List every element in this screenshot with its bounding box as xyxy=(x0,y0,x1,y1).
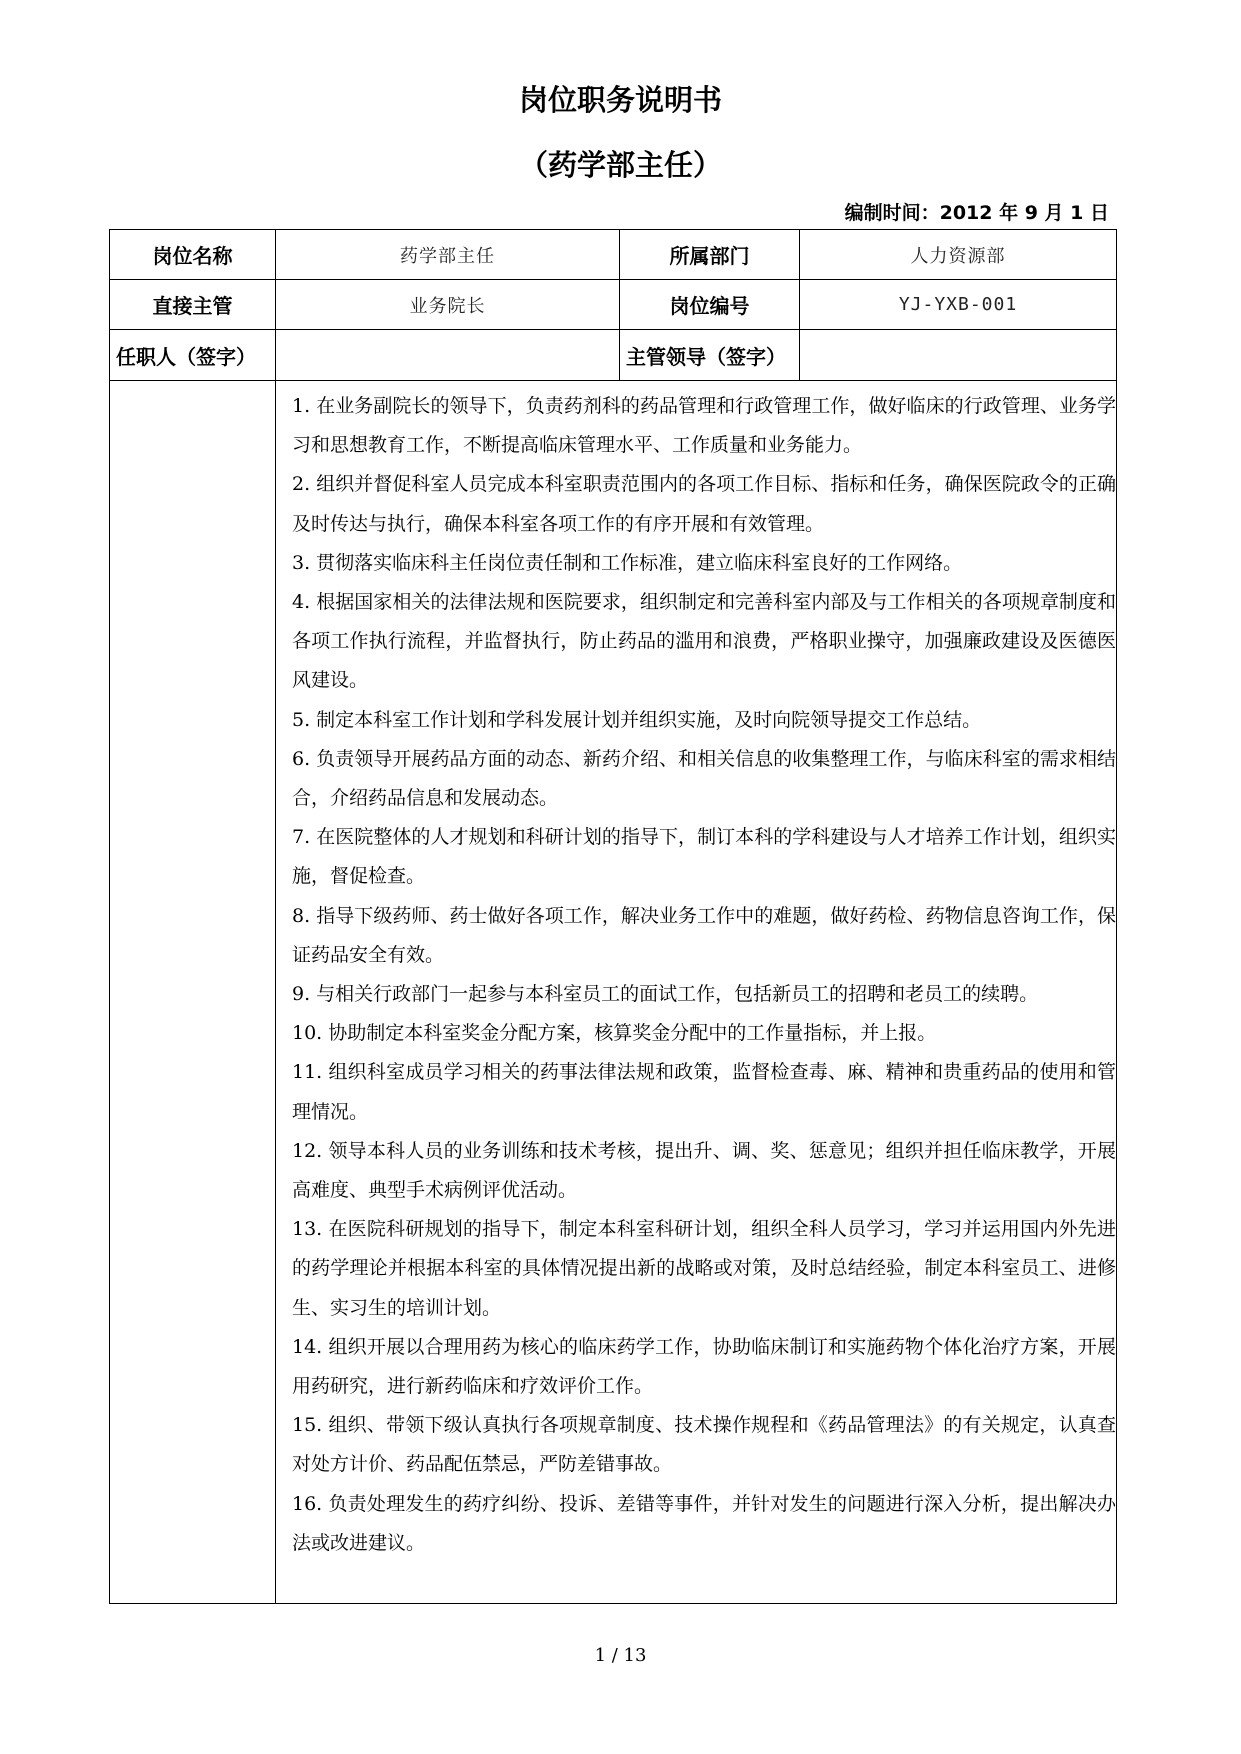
supervisor-signature-field xyxy=(800,330,1117,381)
duty-item: 8. 指导下级药师、药士做好各项工作，解决业务工作中的难题，做好药检、药物信息咨询工作，保证药品安全有效。 xyxy=(292,904,1116,966)
position-code-label: 岗位编号 xyxy=(620,280,800,330)
duty-item: 10. 协助制定本科室奖金分配方案，核算奖金分配中的工作量指标，并上报。 xyxy=(292,1022,937,1045)
table-row xyxy=(110,280,1117,330)
duties-label-cell xyxy=(110,381,276,1604)
document-subtitle: （药学部主任） xyxy=(518,148,722,182)
supervisor-signature-label: 主管领导（签字） xyxy=(620,330,800,381)
duty-item: 12. 领导本科人员的业务训练和技术考核，提出升、调、奖、惩意见；组织并担任临床教学，开展高难度、典型手术病例评优活动。 xyxy=(292,1139,1116,1202)
incumbent-signature-field xyxy=(276,330,620,381)
direct-supervisor-value: 业务院长 xyxy=(276,280,620,330)
duty-item: 15. 组织、带领下级认真执行各项规章制度、技术操作规程和《药品管理法》的有关规定，认真查对处方计价、药品配伍禁忌，严防差错事故。 xyxy=(292,1414,1116,1476)
duty-item: 1. 在业务副院长的领导下，负责药剂科的药品管理和行政管理工作，做好临床的行政管理、业务学习和思想教育工作，不断提高临床管理水平、工作质量和业务能力。 xyxy=(292,395,1116,457)
duty-item: 2. 组织并督促科室人员完成本科室职责范围内的各项工作目标、指标和任务，确保医院政令的正确及时传达与执行，确保本科室各项工作的有序开展和有效管理。 xyxy=(292,473,1116,535)
duty-item: 16. 负责处理发生的药疗纠纷、投诉、差错等事件，并针对发生的问题进行深入分析，提出解决办法或改进建议。 xyxy=(292,1492,1116,1554)
duties-row xyxy=(110,381,1117,1604)
duty-item: 7. 在医院整体的人才规划和科研计划的指导下，制订本科的学科建设与人才培养工作计划，组织实施，督促检查。 xyxy=(292,826,1116,888)
duty-item: 5. 制定本科室工作计划和学科发展计划并组织实施，及时向院领导提交工作总结。 xyxy=(292,708,982,731)
document-title: 岗位职务说明书 xyxy=(518,83,722,117)
duty-item: 4. 根据国家相关的法律法规和医院要求，组织制定和完善科室内部及与工作相关的各项规章制度和各项工作执行流程，并监督执行，防止药品的滥用和浪费，严格职业操守，加强廉政建设及医德医风建设。 xyxy=(292,591,1116,692)
duty-item: 14. 组织开展以合理用药为核心的临床药学工作，协助临床制订和实施药物个体化治疗方案，开展用药研究，进行新药临床和疗效评价工作。 xyxy=(292,1335,1116,1398)
direct-supervisor-label: 直接主管 xyxy=(110,280,276,330)
duty-item: 9. 与相关行政部门一起参与本科室员工的面试工作，包括新员工的招聘和老员工的续聘。 xyxy=(292,983,1039,1006)
duties-cell xyxy=(276,381,1117,1604)
department-label: 所属部门 xyxy=(620,230,800,280)
duty-item: 11. 组织科室成员学习相关的药事法律法规和政策，监督检查毒、麻、精神和贵重药品的使用和管理情况。 xyxy=(292,1061,1116,1123)
duty-item: 3. 贯彻落实临床科主任岗位责任制和工作标准，建立临床科室良好的工作网络。 xyxy=(292,551,963,574)
duties-list xyxy=(276,381,1116,1563)
position-name-value: 药学部主任 xyxy=(276,230,620,280)
page-number: 1 / 13 xyxy=(594,1645,647,1666)
table-row xyxy=(110,230,1117,280)
department-value: 人力资源部 xyxy=(800,230,1117,280)
compile-date: 编制时间：2012 年 9 月 1 日 xyxy=(844,202,1109,224)
job-description-table xyxy=(109,229,1117,1604)
incumbent-signature-label: 任职人（签字） xyxy=(110,330,276,381)
duty-item: 13. 在医院科研规划的指导下，制定本科室科研计划，组织全科人员学习，学习并运用国内外先进的药学理论并根据本科室的具体情况提出新的战略或对策，及时总结经验，制定本科室员工、进修生、实习生的培训计划。 xyxy=(292,1218,1116,1319)
duty-item: 6. 负责领导开展药品方面的动态、新药介绍、和相关信息的收集整理工作，与临床科室的需求相结合，介绍药品信息和发展动态。 xyxy=(292,747,1116,810)
table-row xyxy=(110,330,1117,381)
position-code-value: YJ-YXB-001 xyxy=(800,280,1117,330)
position-name-label: 岗位名称 xyxy=(110,230,276,280)
